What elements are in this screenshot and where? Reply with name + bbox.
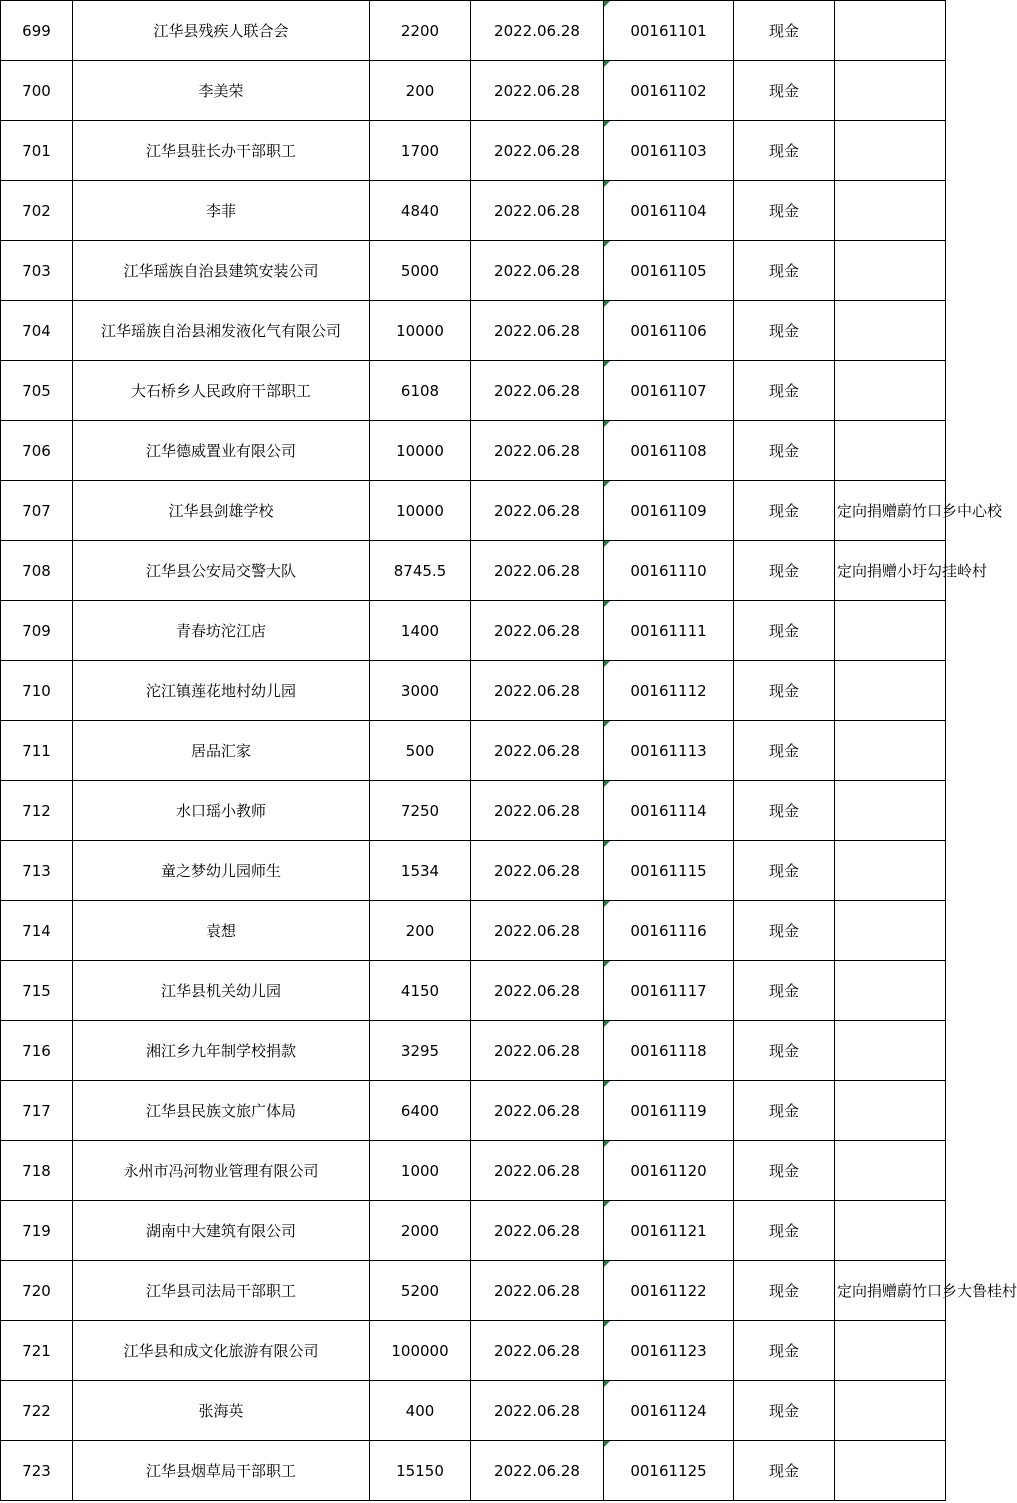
note-cell [835, 1, 946, 61]
receipt-number-text: 00161111 [630, 621, 707, 640]
amount-cell: 1000 [370, 1141, 471, 1201]
date-cell: 2022.06.28 [471, 901, 604, 961]
payment-type-cell: 现金 [734, 1261, 835, 1321]
amount-cell: 8745.5 [370, 541, 471, 601]
donor-name-cell: 江华县司法局干部职工 [73, 1261, 370, 1321]
cell-comment-marker [604, 1141, 610, 1147]
payment-type-cell: 现金 [734, 121, 835, 181]
table-row [1, 421, 946, 481]
cell-comment-marker [604, 601, 610, 607]
amount-cell: 4150 [370, 961, 471, 1021]
amount-cell: 200 [370, 901, 471, 961]
table-body [1, 1, 1017, 1501]
receipt-number-cell [604, 541, 734, 601]
cell-comment-marker [604, 1, 610, 7]
amount-cell: 10000 [370, 421, 471, 481]
date-cell: 2022.06.28 [471, 1261, 604, 1321]
note-cell [835, 601, 946, 661]
amount-cell: 7250 [370, 781, 471, 841]
receipt-number-cell [604, 601, 734, 661]
row-number-cell: 703 [1, 241, 73, 301]
row-number-cell: 700 [1, 61, 73, 121]
donor-name-cell: 沱江镇莲花地村幼儿园 [73, 661, 370, 721]
donor-name-cell: 大石桥乡人民政府干部职工 [73, 361, 370, 421]
date-cell: 2022.06.28 [471, 1141, 604, 1201]
receipt-number-text: 00161113 [630, 741, 707, 760]
date-cell: 2022.06.28 [471, 841, 604, 901]
note-cell [835, 841, 946, 901]
receipt-number-cell [604, 361, 734, 421]
note-cell [835, 1441, 946, 1501]
donor-name-cell: 湖南中大建筑有限公司 [73, 1201, 370, 1261]
note-cell [835, 661, 946, 721]
amount-cell: 1400 [370, 601, 471, 661]
amount-cell: 2000 [370, 1201, 471, 1261]
table-row [1, 901, 946, 961]
row-number-cell: 716 [1, 1021, 73, 1081]
donor-name-cell: 江华德威置业有限公司 [73, 421, 370, 481]
table-row [1, 1, 946, 61]
table-row [1, 541, 946, 601]
date-cell: 2022.06.28 [471, 961, 604, 1021]
row-number-cell: 711 [1, 721, 73, 781]
amount-cell: 1534 [370, 841, 471, 901]
amount-cell: 3295 [370, 1021, 471, 1081]
amount-cell: 6108 [370, 361, 471, 421]
row-number-cell: 719 [1, 1201, 73, 1261]
amount-cell: 5200 [370, 1261, 471, 1321]
cell-comment-marker [604, 121, 610, 127]
receipt-number-text: 00161123 [630, 1341, 707, 1360]
row-number-cell: 721 [1, 1321, 73, 1381]
note-cell [835, 301, 946, 361]
receipt-number-cell [604, 181, 734, 241]
receipt-number-cell [604, 121, 734, 181]
table-row [1, 661, 946, 721]
receipt-number-cell [604, 61, 734, 121]
cell-comment-marker [604, 841, 610, 847]
payment-type-cell: 现金 [734, 1141, 835, 1201]
row-number-cell: 706 [1, 421, 73, 481]
note-cell [835, 721, 946, 781]
donor-name-cell: 江华县驻长办干部职工 [73, 121, 370, 181]
date-cell: 2022.06.28 [471, 541, 604, 601]
row-number-cell: 712 [1, 781, 73, 841]
receipt-number-cell [604, 721, 734, 781]
amount-cell: 200 [370, 61, 471, 121]
receipt-number-text: 00161103 [630, 141, 707, 160]
note-cell [835, 361, 946, 421]
row-number-cell: 701 [1, 121, 73, 181]
note-cell [835, 61, 946, 121]
row-number-cell: 709 [1, 601, 73, 661]
donor-name-cell: 张海英 [73, 1381, 370, 1441]
amount-cell: 500 [370, 721, 471, 781]
note-cell: 定向捐赠小圩勾挂岭村 [835, 541, 946, 601]
cell-comment-marker [604, 1381, 610, 1387]
payment-type-cell: 现金 [734, 961, 835, 1021]
payment-type-cell: 现金 [734, 541, 835, 601]
receipt-number-cell [604, 1381, 734, 1441]
date-cell: 2022.06.28 [471, 181, 604, 241]
date-cell: 2022.06.28 [471, 1, 604, 61]
receipt-number-cell [604, 421, 734, 481]
note-cell [835, 1141, 946, 1201]
donor-name-cell: 江华县民族文旅广体局 [73, 1081, 370, 1141]
cell-comment-marker [604, 61, 610, 67]
date-cell: 2022.06.28 [471, 1201, 604, 1261]
amount-cell: 4840 [370, 181, 471, 241]
date-cell: 2022.06.28 [471, 301, 604, 361]
cell-comment-marker [604, 1021, 610, 1027]
donor-name-cell: 江华瑶族自治县湘发液化气有限公司 [73, 301, 370, 361]
receipt-number-text: 00161108 [630, 441, 707, 460]
cell-comment-marker [604, 1201, 610, 1207]
receipt-number-text: 00161112 [630, 681, 707, 700]
payment-type-cell: 现金 [734, 721, 835, 781]
cell-comment-marker [604, 1441, 610, 1447]
note-cell [835, 421, 946, 481]
table-row [1, 241, 946, 301]
receipt-number-cell [604, 1, 734, 61]
table-row [1, 1141, 946, 1201]
row-number-cell: 717 [1, 1081, 73, 1141]
cell-comment-marker [604, 481, 610, 487]
receipt-number-cell [604, 1081, 734, 1141]
payment-type-cell: 现金 [734, 301, 835, 361]
receipt-number-cell [604, 1441, 734, 1501]
payment-type-cell: 现金 [734, 901, 835, 961]
cell-comment-marker [604, 721, 610, 727]
date-cell: 2022.06.28 [471, 721, 604, 781]
table-row [1, 1081, 946, 1141]
row-number-cell: 715 [1, 961, 73, 1021]
row-number-cell: 713 [1, 841, 73, 901]
cell-comment-marker [604, 961, 610, 967]
receipt-number-text: 00161125 [630, 1461, 707, 1480]
receipt-number-text: 00161118 [630, 1041, 707, 1060]
table-row [1, 721, 946, 781]
donor-name-cell: 永州市冯河物业管理有限公司 [73, 1141, 370, 1201]
note-cell: 定向捐赠蔚竹口乡中心校 [835, 481, 946, 541]
note-cell [835, 241, 946, 301]
cell-comment-marker [604, 1261, 610, 1267]
date-cell: 2022.06.28 [471, 781, 604, 841]
receipt-number-cell [604, 961, 734, 1021]
donor-name-cell: 江华县机关幼儿园 [73, 961, 370, 1021]
donor-name-cell: 江华县和成文化旅游有限公司 [73, 1321, 370, 1381]
payment-type-cell: 现金 [734, 781, 835, 841]
date-cell: 2022.06.28 [471, 481, 604, 541]
cell-comment-marker [604, 421, 610, 427]
table-row [1, 481, 946, 541]
note-cell [835, 1381, 946, 1441]
date-cell: 2022.06.28 [471, 1321, 604, 1381]
note-cell [835, 781, 946, 841]
table-row [1, 601, 946, 661]
payment-type-cell: 现金 [734, 1021, 835, 1081]
receipt-number-cell [604, 1261, 734, 1321]
date-cell: 2022.06.28 [471, 661, 604, 721]
receipt-number-cell [604, 1141, 734, 1201]
receipt-number-cell [604, 901, 734, 961]
amount-cell: 10000 [370, 481, 471, 541]
note-cell [835, 121, 946, 181]
date-cell: 2022.06.28 [471, 241, 604, 301]
amount-cell: 10000 [370, 301, 471, 361]
row-number-cell: 714 [1, 901, 73, 961]
donor-name-cell: 袁想 [73, 901, 370, 961]
cell-comment-marker [604, 781, 610, 787]
amount-cell: 400 [370, 1381, 471, 1441]
table-row [1, 1321, 946, 1381]
donor-name-cell: 青春坊沱江店 [73, 601, 370, 661]
table-row [1, 1381, 946, 1441]
row-number-cell: 705 [1, 361, 73, 421]
receipt-number-text: 00161119 [630, 1101, 707, 1120]
receipt-number-text: 00161106 [630, 321, 707, 340]
receipt-number-cell [604, 1201, 734, 1261]
receipt-number-text: 00161122 [630, 1281, 707, 1300]
receipt-number-text: 00161101 [630, 21, 707, 40]
note-cell [835, 1321, 946, 1381]
receipt-number-cell [604, 241, 734, 301]
payment-type-cell: 现金 [734, 661, 835, 721]
receipt-number-text: 00161114 [630, 801, 707, 820]
payment-type-cell: 现金 [734, 1381, 835, 1441]
receipt-number-text: 00161121 [630, 1221, 707, 1240]
table-row [1, 961, 946, 1021]
cell-comment-marker [604, 1321, 610, 1327]
receipt-number-text: 00161107 [630, 381, 707, 400]
row-number-cell: 707 [1, 481, 73, 541]
cell-comment-marker [604, 661, 610, 667]
date-cell: 2022.06.28 [471, 1081, 604, 1141]
row-number-cell: 720 [1, 1261, 73, 1321]
amount-cell: 100000 [370, 1321, 471, 1381]
table-row [1, 181, 946, 241]
date-cell: 2022.06.28 [471, 361, 604, 421]
receipt-number-text: 00161115 [630, 861, 707, 880]
payment-type-cell: 现金 [734, 1201, 835, 1261]
row-number-cell: 702 [1, 181, 73, 241]
date-cell: 2022.06.28 [471, 601, 604, 661]
date-cell: 2022.06.28 [471, 421, 604, 481]
note-cell [835, 901, 946, 961]
table-row [1, 61, 946, 121]
receipt-number-text: 00161109 [630, 501, 707, 520]
row-number-cell: 704 [1, 301, 73, 361]
table-row [1, 121, 946, 181]
table-row [1, 841, 946, 901]
receipt-number-cell [604, 1021, 734, 1081]
donor-name-cell: 李菲 [73, 181, 370, 241]
note-cell [835, 961, 946, 1021]
amount-cell: 5000 [370, 241, 471, 301]
receipt-number-text: 00161117 [630, 981, 707, 1000]
payment-type-cell: 现金 [734, 241, 835, 301]
receipt-number-cell [604, 841, 734, 901]
payment-type-cell: 现金 [734, 421, 835, 481]
payment-type-cell: 现金 [734, 181, 835, 241]
receipt-number-cell [604, 661, 734, 721]
receipt-number-cell [604, 481, 734, 541]
table-row [1, 1201, 946, 1261]
receipt-number-text: 00161116 [630, 921, 707, 940]
donor-name-cell: 江华县公安局交警大队 [73, 541, 370, 601]
receipt-number-cell [604, 1321, 734, 1381]
payment-type-cell: 现金 [734, 1321, 835, 1381]
donor-name-cell: 童之梦幼儿园师生 [73, 841, 370, 901]
cell-comment-marker [604, 901, 610, 907]
cell-comment-marker [604, 181, 610, 187]
payment-type-cell: 现金 [734, 1081, 835, 1141]
amount-cell: 3000 [370, 661, 471, 721]
table-row [1, 1441, 946, 1501]
cell-comment-marker [604, 1081, 610, 1087]
note-cell [835, 1201, 946, 1261]
receipt-number-text: 00161120 [630, 1161, 707, 1180]
cell-comment-marker [604, 301, 610, 307]
payment-type-cell: 现金 [734, 361, 835, 421]
payment-type-cell: 现金 [734, 841, 835, 901]
amount-cell: 1700 [370, 121, 471, 181]
payment-type-cell: 现金 [734, 1, 835, 61]
note-cell [835, 1081, 946, 1141]
date-cell: 2022.06.28 [471, 1381, 604, 1441]
donor-name-cell: 湘江乡九年制学校捐款 [73, 1021, 370, 1081]
donor-name-cell: 李美荣 [73, 61, 370, 121]
receipt-number-text: 00161124 [630, 1401, 707, 1420]
table-row [1, 361, 946, 421]
receipt-number-cell [604, 301, 734, 361]
note-cell: 定向捐赠蔚竹口乡大鲁桂村 [835, 1261, 946, 1321]
date-cell: 2022.06.28 [471, 121, 604, 181]
row-number-cell: 723 [1, 1441, 73, 1501]
row-number-cell: 722 [1, 1381, 73, 1441]
table-row [1, 1021, 946, 1081]
note-cell [835, 1021, 946, 1081]
donor-name-cell: 江华瑶族自治县建筑安装公司 [73, 241, 370, 301]
table-row [1, 1261, 946, 1321]
payment-type-cell: 现金 [734, 601, 835, 661]
payment-type-cell: 现金 [734, 481, 835, 541]
payment-type-cell: 现金 [734, 1441, 835, 1501]
cell-comment-marker [604, 241, 610, 247]
receipt-number-text: 00161110 [630, 561, 707, 580]
donor-name-cell: 江华县残疾人联合会 [73, 1, 370, 61]
donor-name-cell: 江华县剑雄学校 [73, 481, 370, 541]
table-row [1, 781, 946, 841]
note-cell [835, 181, 946, 241]
receipt-number-text: 00161105 [630, 261, 707, 280]
donor-name-cell: 水口瑶小教师 [73, 781, 370, 841]
amount-cell: 15150 [370, 1441, 471, 1501]
date-cell: 2022.06.28 [471, 61, 604, 121]
donor-name-cell: 居品汇家 [73, 721, 370, 781]
date-cell: 2022.06.28 [471, 1021, 604, 1081]
date-cell: 2022.06.28 [471, 1441, 604, 1501]
row-number-cell: 710 [1, 661, 73, 721]
row-number-cell: 708 [1, 541, 73, 601]
receipt-number-text: 00161102 [630, 81, 707, 100]
table-row [1, 301, 946, 361]
row-number-cell: 718 [1, 1141, 73, 1201]
payment-type-cell: 现金 [734, 61, 835, 121]
cell-comment-marker [604, 361, 610, 367]
donor-name-cell: 江华县烟草局干部职工 [73, 1441, 370, 1501]
cell-comment-marker [604, 541, 610, 547]
amount-cell: 2200 [370, 1, 471, 61]
row-number-cell: 699 [1, 1, 73, 61]
receipt-number-text: 00161104 [630, 201, 707, 220]
receipt-number-cell [604, 781, 734, 841]
amount-cell: 6400 [370, 1081, 471, 1141]
